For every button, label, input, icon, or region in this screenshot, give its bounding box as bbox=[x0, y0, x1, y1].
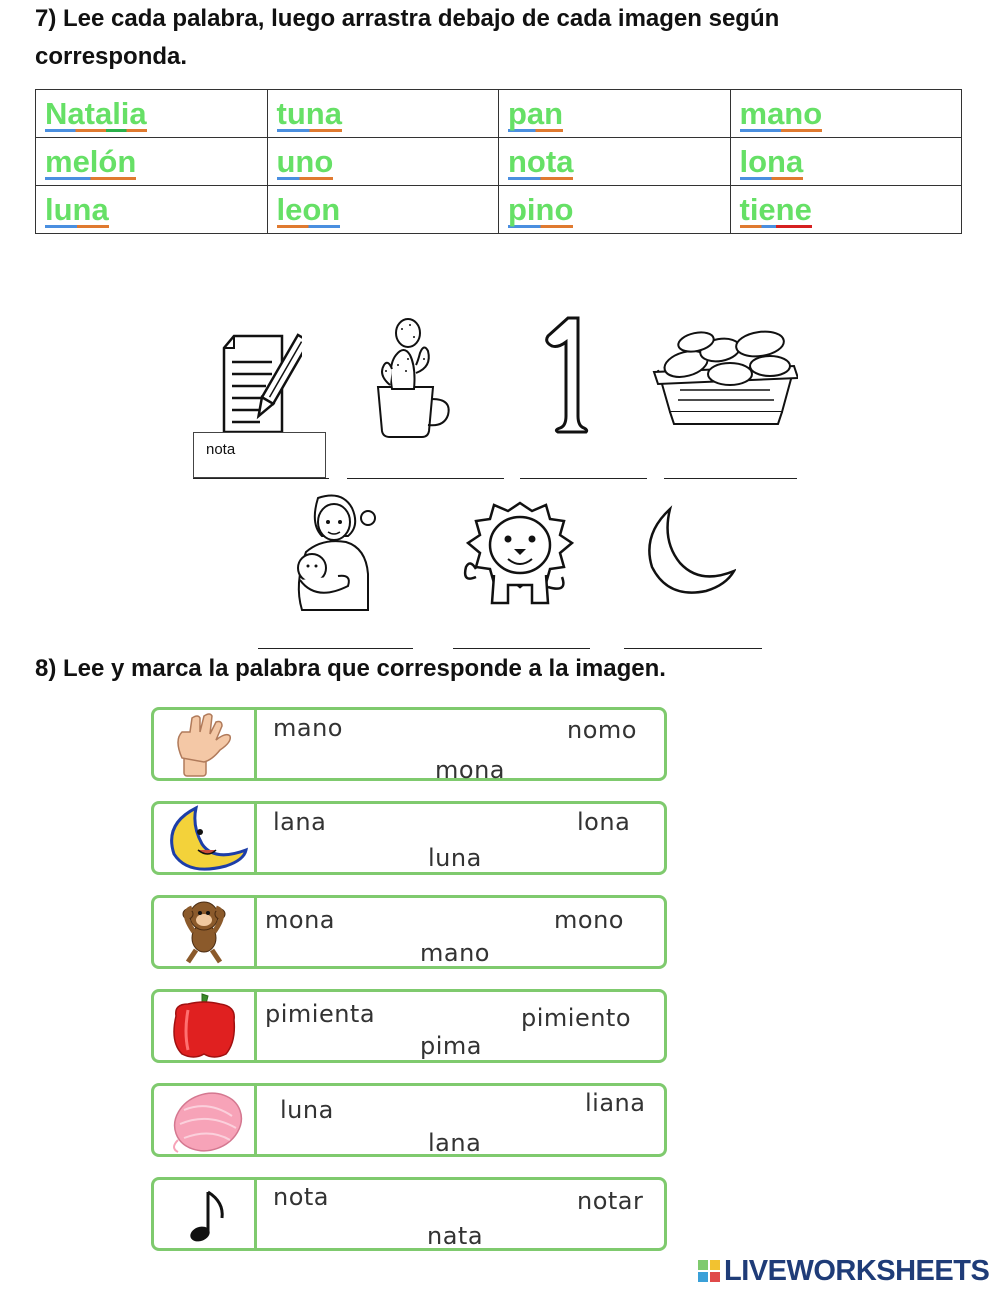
word-natalia[interactable]: Natalia bbox=[45, 95, 147, 131]
drop-line-6[interactable] bbox=[453, 648, 590, 649]
option-nota[interactable]: nota bbox=[273, 1183, 330, 1211]
choice-row-moon bbox=[151, 801, 667, 875]
word-tuna[interactable]: tuna bbox=[276, 95, 342, 131]
choice-row-yarn bbox=[151, 1083, 667, 1157]
option-mona[interactable]: mona bbox=[265, 906, 335, 934]
word-pino[interactable]: pino bbox=[508, 191, 574, 227]
choice-row-monkey bbox=[151, 895, 667, 969]
option-lona[interactable]: lona bbox=[577, 808, 631, 836]
word-luna[interactable]: luna bbox=[45, 191, 109, 227]
logo-text: LIVEWORKSHEETS bbox=[724, 1254, 990, 1287]
word-leon[interactable]: leon bbox=[276, 191, 341, 227]
word-table-row bbox=[36, 186, 962, 234]
drop-line-4[interactable] bbox=[664, 478, 797, 479]
section8-title: 8) Lee y marca la palabra que corresponde a la imagen. bbox=[35, 655, 666, 682]
option-mona[interactable]: mona bbox=[435, 756, 505, 784]
moon-face-icon bbox=[154, 804, 254, 872]
drop-line-7[interactable] bbox=[624, 648, 762, 649]
option-luna[interactable]: luna bbox=[280, 1096, 334, 1124]
option-mono[interactable]: mono bbox=[554, 906, 624, 934]
section7-title bbox=[35, 0, 779, 76]
word-tiene[interactable]: tiene bbox=[739, 191, 812, 227]
cactus-pot-icon bbox=[368, 315, 458, 439]
word-melon[interactable]: melón bbox=[45, 143, 137, 179]
pepper-icon bbox=[154, 992, 254, 1060]
yarn-ball-icon bbox=[154, 1086, 254, 1154]
drop-line-1[interactable] bbox=[193, 478, 329, 479]
section7-title-line1: 7) Lee cada palabra, luego arrastra debajo de cada imagen según bbox=[35, 5, 780, 32]
hand-icon bbox=[154, 710, 254, 778]
option-mano[interactable]: mano bbox=[420, 939, 490, 967]
lion-icon bbox=[450, 497, 584, 611]
word-table-row bbox=[36, 138, 962, 186]
bread-basket-icon bbox=[650, 320, 798, 432]
word-mano[interactable]: mano bbox=[739, 95, 823, 131]
choice-row-pepper bbox=[151, 989, 667, 1063]
option-nomo[interactable]: nomo bbox=[567, 716, 637, 744]
logo-mark-icon bbox=[697, 1259, 721, 1283]
monkey-icon bbox=[154, 898, 254, 966]
option-pima[interactable]: pima bbox=[420, 1032, 482, 1060]
word-uno[interactable]: uno bbox=[276, 143, 334, 179]
answer-box-1[interactable] bbox=[193, 432, 326, 478]
number-one-icon bbox=[538, 312, 594, 436]
music-note-icon bbox=[154, 1180, 254, 1248]
word-nota[interactable]: nota bbox=[508, 143, 574, 179]
choice-row-hand bbox=[151, 707, 667, 784]
word-table-row bbox=[36, 90, 962, 138]
option-lana[interactable]: lana bbox=[428, 1129, 482, 1157]
word-table bbox=[35, 89, 962, 234]
drop-line-3[interactable] bbox=[520, 478, 647, 479]
option-lana[interactable]: lana bbox=[273, 808, 327, 836]
moon-icon bbox=[640, 505, 736, 599]
option-liana[interactable]: liana bbox=[585, 1089, 646, 1117]
option-pimiento[interactable]: pimiento bbox=[521, 1004, 632, 1032]
word-pan[interactable]: pan bbox=[508, 95, 564, 131]
answer-box-1-value: nota bbox=[206, 441, 236, 458]
word-lona[interactable]: lona bbox=[739, 143, 804, 179]
mother-baby-icon bbox=[282, 490, 382, 612]
option-luna[interactable]: luna bbox=[428, 844, 482, 872]
drop-line-5[interactable] bbox=[258, 648, 413, 649]
notepad-pencil-icon bbox=[220, 330, 302, 434]
option-pimienta[interactable]: pimienta bbox=[265, 1000, 376, 1028]
option-nata[interactable]: nata bbox=[427, 1222, 484, 1250]
option-notar[interactable]: notar bbox=[577, 1187, 644, 1215]
liveworksheets-logo bbox=[697, 1256, 989, 1286]
option-mano[interactable]: mano bbox=[273, 714, 343, 742]
section7-title-line2: corresponda. bbox=[35, 43, 188, 70]
choice-row-note bbox=[151, 1177, 667, 1251]
drop-line-2[interactable] bbox=[347, 478, 504, 479]
